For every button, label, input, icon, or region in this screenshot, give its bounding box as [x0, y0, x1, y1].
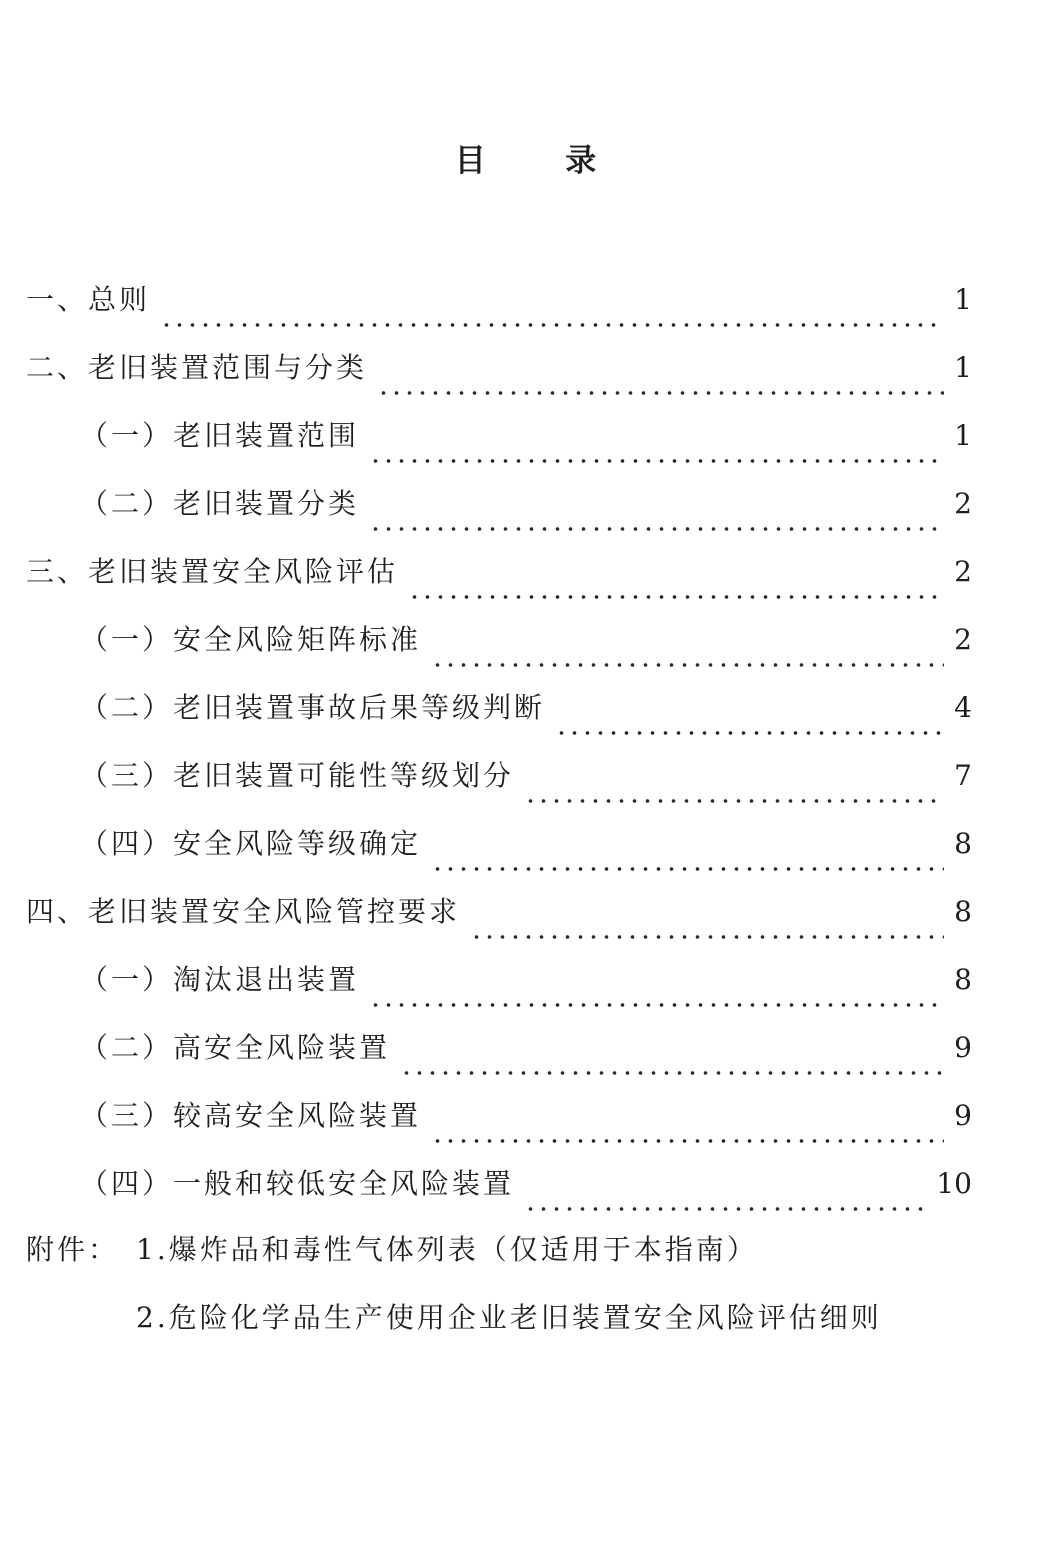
dot-leader	[377, 391, 944, 395]
toc-page-number: 8	[954, 895, 972, 928]
toc-entry-text: （二）老旧装置分类	[80, 487, 360, 520]
attachments-label: 附件：	[26, 1233, 120, 1266]
toc-entry-text: （一）老旧装置范围	[80, 419, 360, 452]
dot-leader	[408, 595, 944, 599]
toc-entry-text: 二、老旧装置范围与分类	[26, 351, 368, 384]
toc-entry-text: 四、老旧装置安全风险管控要求	[26, 895, 461, 928]
toc-entry-scope-classification[interactable]	[26, 346, 972, 414]
dot-leader	[431, 867, 944, 871]
table-of-contents	[26, 278, 972, 1230]
toc-entry-text: （三）老旧装置可能性等级划分	[80, 759, 515, 792]
toc-page-number: 8	[954, 963, 972, 996]
attachment-item[interactable]	[26, 1228, 986, 1296]
toc-entry-text: （四）一般和较低安全风险装置	[80, 1167, 515, 1200]
toc-entry-text: 三、老旧装置安全风险评估	[26, 555, 399, 588]
toc-entry-risk-level[interactable]	[26, 822, 972, 890]
toc-entry-text: （二）高安全风险装置	[80, 1031, 391, 1064]
toc-entry-likelihood-level[interactable]	[26, 754, 972, 822]
dot-leader	[431, 663, 944, 667]
dot-leader	[524, 799, 944, 803]
dot-leader	[470, 935, 944, 939]
dot-leader	[369, 527, 944, 531]
dot-leader	[400, 1071, 944, 1075]
toc-page-number: 7	[954, 759, 972, 792]
attachments-list	[26, 1228, 986, 1364]
toc-entry-high-risk[interactable]	[26, 1026, 972, 1094]
toc-entry-higher-risk[interactable]	[26, 1094, 972, 1162]
toc-entry-text: （二）老旧装置事故后果等级判断	[80, 691, 546, 724]
toc-page-number: 4	[954, 691, 972, 724]
toc-entry-risk-control[interactable]	[26, 890, 972, 958]
toc-entry-text: （四）安全风险等级确定	[80, 827, 422, 860]
toc-entry-classification[interactable]	[26, 482, 972, 550]
toc-page-number: 1	[954, 283, 972, 316]
toc-entry-text: （一）淘汰退出装置	[80, 963, 360, 996]
toc-page-number: 9	[954, 1031, 972, 1064]
attachment-title: 1.爆炸品和毒性气体列表（仅适用于本指南）	[136, 1233, 758, 1266]
toc-page-number: 1	[954, 419, 972, 452]
toc-page-number: 2	[954, 555, 972, 588]
toc-entry-risk-matrix[interactable]	[26, 618, 972, 686]
toc-page-number: 1	[954, 351, 972, 384]
toc-title: 目 录	[454, 143, 599, 179]
attachment-title: 2.危险化学品生产使用企业老旧装置安全风险评估细则	[136, 1301, 882, 1334]
toc-page-number: 2	[954, 623, 972, 656]
toc-entry-general-low-risk[interactable]	[26, 1162, 972, 1230]
toc-page-number: 8	[954, 827, 972, 860]
toc-page-number: 9	[954, 1099, 972, 1132]
toc-entry-text: 一、总则	[26, 283, 151, 316]
toc-entry-scope[interactable]	[26, 414, 972, 482]
toc-entry-risk-assessment[interactable]	[26, 550, 972, 618]
dot-leader	[524, 1207, 926, 1211]
dot-leader	[369, 459, 944, 463]
toc-page-number: 2	[954, 487, 972, 520]
toc-entry-general[interactable]	[26, 278, 972, 346]
attachment-item[interactable]	[26, 1296, 986, 1364]
toc-entry-phase-out[interactable]	[26, 958, 972, 1026]
toc-entry-consequence-level[interactable]	[26, 686, 972, 754]
dot-leader	[369, 1003, 944, 1007]
dot-leader	[555, 731, 944, 735]
toc-entry-text: （一）安全风险矩阵标准	[80, 623, 422, 656]
toc-entry-text: （三）较高安全风险装置	[80, 1099, 422, 1132]
toc-page-number: 10	[936, 1167, 972, 1200]
dot-leader	[431, 1139, 944, 1143]
dot-leader	[160, 323, 944, 327]
